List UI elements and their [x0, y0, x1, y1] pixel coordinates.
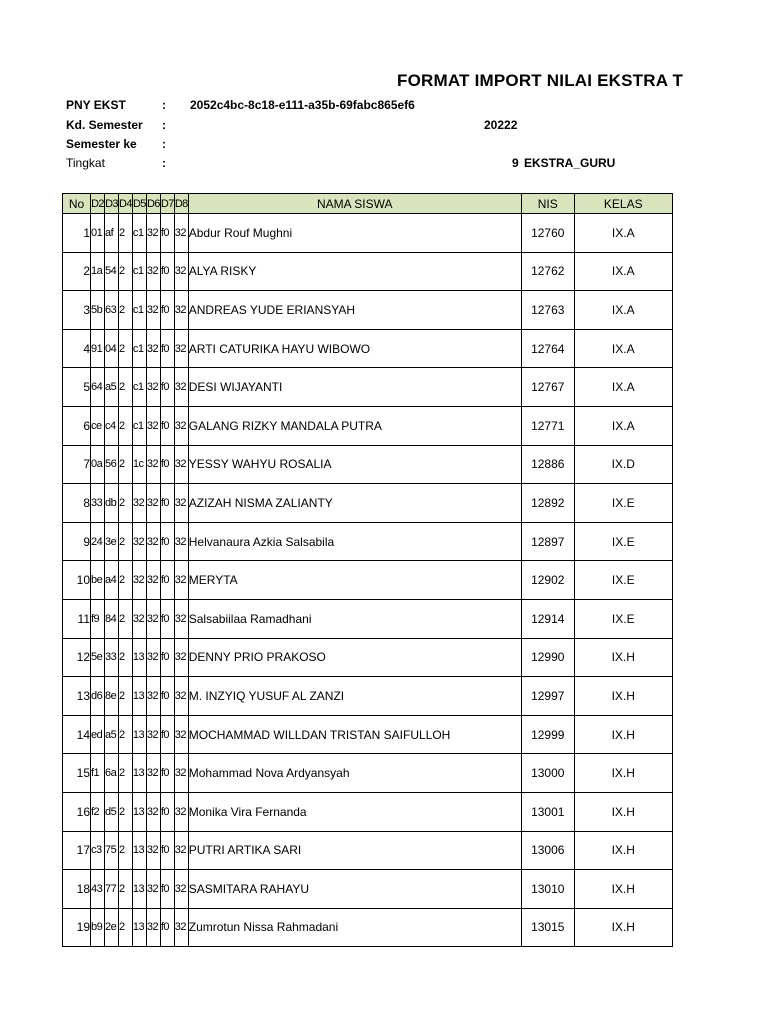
pny-value: 2052c4bc-8c18-e111-a35b-69fabc865ef6: [190, 98, 415, 112]
tingkat-label: Tingkat: [66, 156, 105, 170]
cell-nis: 12897: [521, 522, 574, 561]
cell-d7: f0: [160, 561, 174, 600]
table-row: [63, 406, 673, 445]
cell-d5: 13: [132, 754, 146, 793]
cell-d7: f0: [160, 252, 174, 291]
cell-d7: f0: [160, 677, 174, 716]
tingkat-extra: EKSTRA_GURU: [524, 156, 616, 170]
cell-nis: 12760: [521, 214, 574, 253]
cell-no: 3: [63, 291, 91, 330]
cell-nis: 12892: [521, 484, 574, 523]
header-d2: D2: [91, 194, 105, 214]
cell-kelas: IX.H: [574, 831, 672, 870]
cell-d4: 2: [119, 252, 133, 291]
cell-d5: c1: [132, 291, 146, 330]
table-row: [63, 214, 673, 253]
students-table: [62, 193, 673, 947]
cell-kelas: IX.A: [574, 252, 672, 291]
cell-nama-siswa: Abdur Rouf Mughni: [188, 214, 521, 253]
cell-d8: 32: [174, 522, 188, 561]
pny-separator: :: [162, 98, 166, 112]
cell-d8: 32: [174, 870, 188, 909]
cell-d7: f0: [160, 291, 174, 330]
header-d4: D4: [119, 194, 133, 214]
cell-d3: d5: [105, 792, 119, 831]
cell-d3: 77: [105, 870, 119, 909]
cell-d4: 2: [119, 561, 133, 600]
cell-kelas: IX.E: [574, 522, 672, 561]
cell-d8: 32: [174, 831, 188, 870]
header-d5: D5: [132, 194, 146, 214]
cell-kelas: IX.A: [574, 406, 672, 445]
cell-d5: 13: [132, 677, 146, 716]
table-row: [63, 638, 673, 677]
cell-d7: f0: [160, 329, 174, 368]
cell-kelas: IX.A: [574, 214, 672, 253]
cell-d5: 32: [132, 561, 146, 600]
cell-kelas: IX.H: [574, 792, 672, 831]
kd-semester-separator: :: [162, 118, 166, 132]
cell-no: 12: [63, 638, 91, 677]
header-d3: D3: [105, 194, 119, 214]
cell-no: 6: [63, 406, 91, 445]
table-row: [63, 870, 673, 909]
cell-nama-siswa: ANDREAS YUDE ERIANSYAH: [188, 291, 521, 330]
cell-d2: 1a: [91, 252, 105, 291]
header-d6: D6: [146, 194, 160, 214]
cell-nis: 12914: [521, 599, 574, 638]
cell-no: 17: [63, 831, 91, 870]
cell-d3: 8e: [105, 677, 119, 716]
cell-no: 1: [63, 214, 91, 253]
cell-d8: 32: [174, 561, 188, 600]
cell-no: 15: [63, 754, 91, 793]
cell-d6: 32: [146, 368, 160, 407]
cell-d6: 32: [146, 754, 160, 793]
pny-label: PNY EKST: [66, 98, 126, 112]
cell-d3: 63: [105, 291, 119, 330]
cell-d4: 2: [119, 368, 133, 407]
cell-kelas: IX.A: [574, 291, 672, 330]
cell-d8: 32: [174, 445, 188, 484]
table-row: [63, 252, 673, 291]
table-row: [63, 677, 673, 716]
cell-d6: 32: [146, 908, 160, 947]
cell-kelas: IX.H: [574, 754, 672, 793]
cell-d5: c1: [132, 214, 146, 253]
cell-d2: c3: [91, 831, 105, 870]
kd-semester-value: 20222: [484, 118, 518, 132]
cell-d7: f0: [160, 522, 174, 561]
cell-nis: 13000: [521, 754, 574, 793]
cell-d8: 32: [174, 214, 188, 253]
table-row: [63, 329, 673, 368]
cell-d2: ce: [91, 406, 105, 445]
cell-no: 11: [63, 599, 91, 638]
cell-nis: 12771: [521, 406, 574, 445]
cell-d2: 24: [91, 522, 105, 561]
cell-d7: f0: [160, 754, 174, 793]
cell-nama-siswa: MERYTA: [188, 561, 521, 600]
cell-d5: 13: [132, 638, 146, 677]
cell-d2: f1: [91, 754, 105, 793]
cell-d3: 3e: [105, 522, 119, 561]
cell-nis: 12763: [521, 291, 574, 330]
cell-d8: 32: [174, 252, 188, 291]
cell-d6: 32: [146, 406, 160, 445]
cell-d4: 2: [119, 908, 133, 947]
cell-d6: 32: [146, 599, 160, 638]
cell-kelas: IX.A: [574, 368, 672, 407]
cell-d4: 2: [119, 406, 133, 445]
table-row: [63, 368, 673, 407]
page-title: FORMAT IMPORT NILAI EKSTRA T: [397, 71, 684, 90]
cell-d6: 32: [146, 329, 160, 368]
cell-d6: 32: [146, 715, 160, 754]
table-row: [63, 831, 673, 870]
cell-nis: 12990: [521, 638, 574, 677]
tingkat-separator: :: [162, 156, 166, 170]
cell-nama-siswa: AZIZAH NISMA ZALIANTY: [188, 484, 521, 523]
cell-d6: 32: [146, 484, 160, 523]
cell-d8: 32: [174, 599, 188, 638]
cell-no: 4: [63, 329, 91, 368]
cell-d6: 32: [146, 638, 160, 677]
cell-nis: 13001: [521, 792, 574, 831]
cell-d5: 32: [132, 599, 146, 638]
cell-nama-siswa: MOCHAMMAD WILLDAN TRISTAN SAIFULLOH: [188, 715, 521, 754]
semester-ke-separator: :: [162, 137, 166, 151]
table-row: [63, 754, 673, 793]
cell-d6: 32: [146, 214, 160, 253]
cell-d8: 32: [174, 677, 188, 716]
cell-nama-siswa: Mohammad Nova Ardyansyah: [188, 754, 521, 793]
cell-d5: 1c: [132, 445, 146, 484]
cell-no: 9: [63, 522, 91, 561]
cell-nama-siswa: PUTRI ARTIKA SARI: [188, 831, 521, 870]
cell-d6: 32: [146, 291, 160, 330]
cell-d2: be: [91, 561, 105, 600]
cell-no: 16: [63, 792, 91, 831]
cell-d7: f0: [160, 484, 174, 523]
cell-d2: 01: [91, 214, 105, 253]
cell-d6: 32: [146, 831, 160, 870]
cell-d5: c1: [132, 329, 146, 368]
semester-ke-label: Semester ke: [66, 137, 137, 151]
header-d8: D8: [174, 194, 188, 214]
cell-d6: 32: [146, 677, 160, 716]
cell-d4: 2: [119, 291, 133, 330]
cell-d7: f0: [160, 715, 174, 754]
cell-nis: 12997: [521, 677, 574, 716]
cell-d8: 32: [174, 368, 188, 407]
cell-no: 5: [63, 368, 91, 407]
cell-d3: db: [105, 484, 119, 523]
cell-d3: 2e: [105, 908, 119, 947]
cell-kelas: IX.E: [574, 484, 672, 523]
cell-d7: f0: [160, 831, 174, 870]
cell-d7: f0: [160, 908, 174, 947]
cell-d5: c1: [132, 252, 146, 291]
cell-d4: 2: [119, 599, 133, 638]
cell-no: 2: [63, 252, 91, 291]
cell-kelas: IX.D: [574, 445, 672, 484]
cell-d3: a5: [105, 368, 119, 407]
header-d7: D7: [160, 194, 174, 214]
cell-d3: a5: [105, 715, 119, 754]
table-row: [63, 522, 673, 561]
cell-nis: 12767: [521, 368, 574, 407]
cell-d4: 2: [119, 638, 133, 677]
cell-kelas: IX.H: [574, 677, 672, 716]
cell-d8: 32: [174, 792, 188, 831]
cell-d3: 84: [105, 599, 119, 638]
cell-d3: 75: [105, 831, 119, 870]
cell-nama-siswa: YESSY WAHYU ROSALIA: [188, 445, 521, 484]
cell-nis: 13006: [521, 831, 574, 870]
cell-d3: a4: [105, 561, 119, 600]
header-nama-siswa: NAMA SISWA: [188, 194, 521, 214]
cell-d2: 43: [91, 870, 105, 909]
cell-kelas: IX.H: [574, 908, 672, 947]
cell-nama-siswa: Helvanaura Azkia Salsabila: [188, 522, 521, 561]
cell-d6: 32: [146, 522, 160, 561]
cell-d7: f0: [160, 445, 174, 484]
cell-d8: 32: [174, 638, 188, 677]
cell-d2: 33: [91, 484, 105, 523]
cell-nama-siswa: Monika Vira Fernanda: [188, 792, 521, 831]
cell-d8: 32: [174, 406, 188, 445]
kd-semester-label: Kd. Semester: [66, 118, 143, 132]
cell-d5: c1: [132, 406, 146, 445]
cell-nama-siswa: DESI WIJAYANTI: [188, 368, 521, 407]
cell-d8: 32: [174, 715, 188, 754]
cell-d4: 2: [119, 677, 133, 716]
cell-nis: 12886: [521, 445, 574, 484]
cell-d6: 32: [146, 252, 160, 291]
cell-nis: 13010: [521, 870, 574, 909]
cell-d7: f0: [160, 406, 174, 445]
cell-no: 7: [63, 445, 91, 484]
cell-d5: 13: [132, 870, 146, 909]
cell-nama-siswa: GALANG RIZKY MANDALA PUTRA: [188, 406, 521, 445]
cell-d4: 2: [119, 329, 133, 368]
cell-d4: 2: [119, 792, 133, 831]
cell-d2: 5b: [91, 291, 105, 330]
cell-d2: f9: [91, 599, 105, 638]
table-row: [63, 291, 673, 330]
cell-d3: 04: [105, 329, 119, 368]
cell-nama-siswa: Salsabiilaa Ramadhani: [188, 599, 521, 638]
table-row: [63, 561, 673, 600]
cell-nis: 12902: [521, 561, 574, 600]
cell-nama-siswa: M. INZYIQ YUSUF AL ZANZI: [188, 677, 521, 716]
cell-nama-siswa: DENNY PRIO PRAKOSO: [188, 638, 521, 677]
cell-kelas: IX.H: [574, 715, 672, 754]
cell-d6: 32: [146, 870, 160, 909]
cell-d3: 54: [105, 252, 119, 291]
table-row: [63, 484, 673, 523]
cell-d5: 13: [132, 831, 146, 870]
cell-nis: 13015: [521, 908, 574, 947]
cell-d2: f2: [91, 792, 105, 831]
table-row: [63, 445, 673, 484]
cell-d7: f0: [160, 870, 174, 909]
cell-d2: 91: [91, 329, 105, 368]
cell-kelas: IX.E: [574, 561, 672, 600]
cell-d4: 2: [119, 870, 133, 909]
header-nis: NIS: [521, 194, 574, 214]
cell-kelas: IX.H: [574, 870, 672, 909]
cell-d6: 32: [146, 445, 160, 484]
cell-no: 14: [63, 715, 91, 754]
cell-no: 10: [63, 561, 91, 600]
cell-d7: f0: [160, 214, 174, 253]
cell-d6: 32: [146, 792, 160, 831]
cell-nis: 12762: [521, 252, 574, 291]
cell-d7: f0: [160, 368, 174, 407]
cell-nama-siswa: ALYA RISKY: [188, 252, 521, 291]
table-row: [63, 792, 673, 831]
cell-d4: 2: [119, 754, 133, 793]
cell-kelas: IX.A: [574, 329, 672, 368]
cell-d6: 32: [146, 561, 160, 600]
cell-nis: 12764: [521, 329, 574, 368]
header-no: No: [63, 194, 91, 214]
cell-d2: d6: [91, 677, 105, 716]
table-row: [63, 715, 673, 754]
cell-d8: 32: [174, 291, 188, 330]
cell-d2: b9: [91, 908, 105, 947]
cell-d8: 32: [174, 908, 188, 947]
table-header-row: [63, 194, 673, 214]
cell-d2: ed: [91, 715, 105, 754]
cell-no: 18: [63, 870, 91, 909]
cell-d3: af: [105, 214, 119, 253]
cell-d4: 2: [119, 831, 133, 870]
cell-nama-siswa: ARTI CATURIKA HAYU WIBOWO: [188, 329, 521, 368]
cell-d7: f0: [160, 638, 174, 677]
cell-kelas: IX.H: [574, 638, 672, 677]
cell-d3: 33: [105, 638, 119, 677]
cell-d7: f0: [160, 599, 174, 638]
cell-no: 13: [63, 677, 91, 716]
cell-d5: 13: [132, 715, 146, 754]
table-row: [63, 599, 673, 638]
cell-d3: 56: [105, 445, 119, 484]
cell-d8: 32: [174, 484, 188, 523]
cell-no: 8: [63, 484, 91, 523]
cell-d3: c4: [105, 406, 119, 445]
cell-d7: f0: [160, 792, 174, 831]
cell-d8: 32: [174, 329, 188, 368]
cell-d4: 2: [119, 445, 133, 484]
cell-d5: 32: [132, 484, 146, 523]
cell-d4: 2: [119, 484, 133, 523]
cell-nama-siswa: Zumrotun Nissa Rahmadani: [188, 908, 521, 947]
cell-nis: 12999: [521, 715, 574, 754]
cell-d2: 0a: [91, 445, 105, 484]
cell-d5: 13: [132, 908, 146, 947]
cell-nama-siswa: SASMITARA RAHAYU: [188, 870, 521, 909]
tingkat-value: 9: [512, 156, 519, 170]
cell-kelas: IX.E: [574, 599, 672, 638]
cell-d4: 2: [119, 715, 133, 754]
cell-d2: 64: [91, 368, 105, 407]
cell-no: 19: [63, 908, 91, 947]
cell-d4: 2: [119, 214, 133, 253]
cell-d8: 32: [174, 754, 188, 793]
cell-d2: 5e: [91, 638, 105, 677]
table-row: [63, 908, 673, 947]
cell-d5: 32: [132, 522, 146, 561]
header-kelas: KELAS: [574, 194, 672, 214]
cell-d3: 6a: [105, 754, 119, 793]
cell-d5: 13: [132, 792, 146, 831]
cell-d4: 2: [119, 522, 133, 561]
cell-d5: c1: [132, 368, 146, 407]
